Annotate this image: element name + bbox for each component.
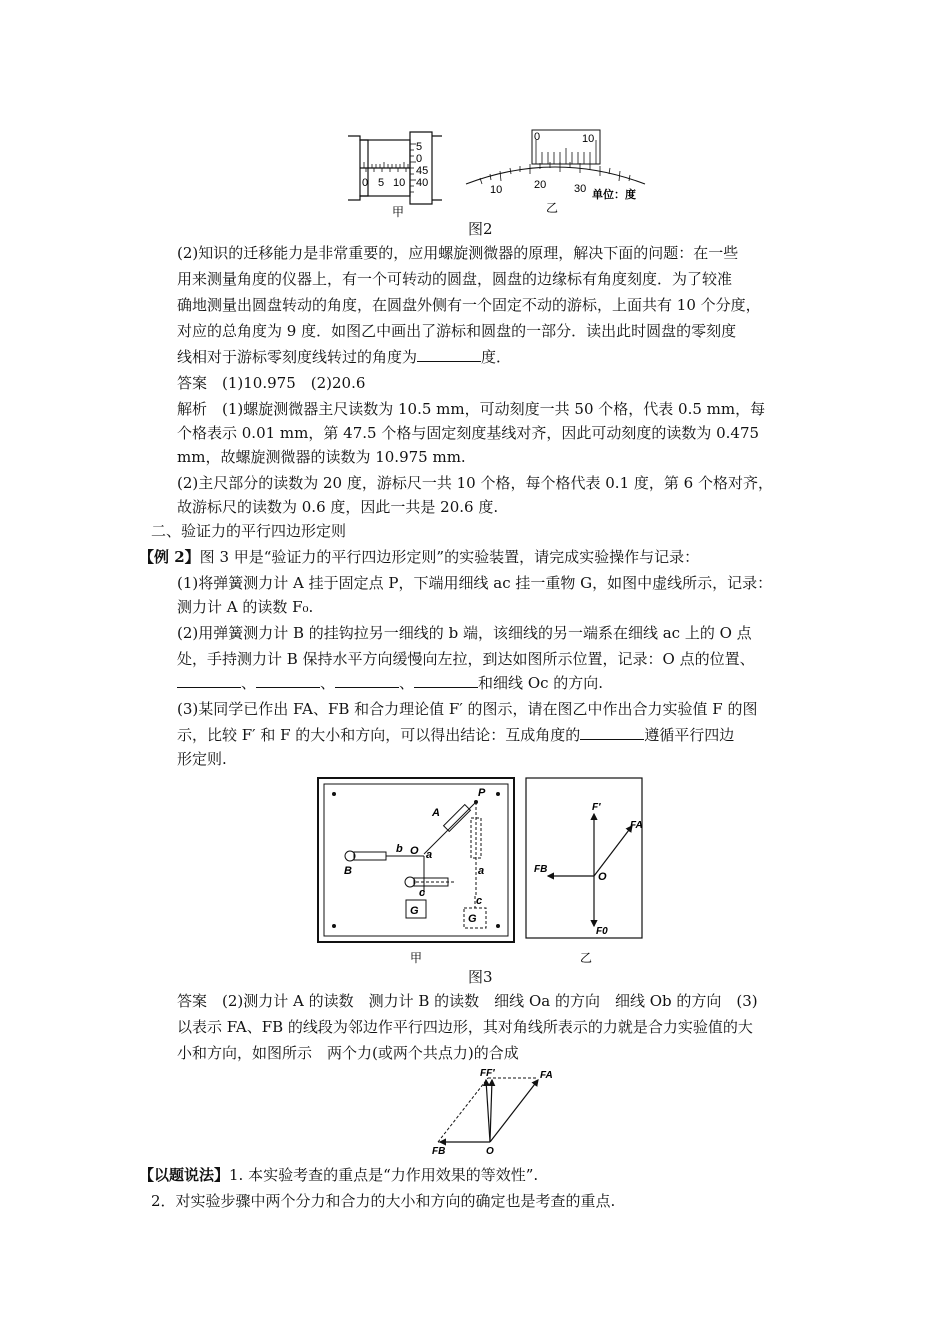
thimble-0: 0 xyxy=(416,153,423,165)
answer-1: 答案 (1)10.975 (2)20.6 xyxy=(177,374,366,392)
fig2-left-label: 甲 xyxy=(392,205,405,218)
blank-1[interactable] xyxy=(177,673,241,688)
label-FB-2: FB xyxy=(432,1146,446,1156)
disc-20: 20 xyxy=(534,179,547,191)
label-G2: G xyxy=(468,913,477,925)
answer2-line-1: 答案 (2)测力计 A 的读数 测力计 B 的读数 细线 Oa 的方向 细线 Ob 的方向 (3) xyxy=(177,992,758,1010)
micrometer-main-5: 5 xyxy=(378,177,385,189)
q2-line-2: 用来测量角度的仪器上，有一个可转动的圆盘，圆盘的边缘标有角度刻度．为了较准 xyxy=(177,270,733,288)
thimble-5: 5 xyxy=(416,141,423,153)
thimble-45: 45 xyxy=(416,165,429,177)
step1-line-1: (1)将弹簧测力计 A 挂于固定点 P，下端用细线 ac 挂一重物 G，如图中虚线所示，记录： xyxy=(177,574,773,592)
analysis-2-line-2: 故游标尺的读数为 0.6 度，因此一共是 20.6 度. xyxy=(177,498,499,516)
label-O-2: O xyxy=(486,1146,494,1156)
answer2-line-3: 小和方向，如图所示 两个力(或两个共点力)的合成 xyxy=(177,1044,519,1062)
label-b: b xyxy=(396,843,403,855)
label-c1: c xyxy=(419,887,426,899)
answer-blank[interactable] xyxy=(417,347,481,362)
step1-line-2: 测力计 A 的读数 F₀. xyxy=(177,598,314,616)
example-tag: 【例 2】 xyxy=(139,548,200,566)
label-a2: a xyxy=(478,865,485,877)
step3-line-2-end: 遵循平行四边 xyxy=(644,726,735,744)
q2-line-5-text: 线相对于游标零刻度线转过的角度为 xyxy=(177,348,418,366)
label-FFprime: FF′ xyxy=(480,1068,495,1079)
step2-line-1: (2)用弹簧测力计 B 的挂钩拉另一细线的 b 端，该细线的另一端系在细线 ac 上的 O 点 xyxy=(177,624,752,642)
thimble-40: 40 xyxy=(416,177,429,189)
label-FA: FA xyxy=(630,820,643,831)
disc-30: 30 xyxy=(574,183,587,195)
blank-2[interactable] xyxy=(256,673,320,688)
q2-line-3: 确地测量出圆盘转动的角度，在圆盘外侧有一个固定不动的游标，上面共有 10 个分度， xyxy=(177,296,761,314)
fig2-caption: 图2 xyxy=(468,220,493,238)
blank-4[interactable] xyxy=(414,673,478,688)
figure-3 xyxy=(316,776,646,966)
fig3-left-label: 甲 xyxy=(410,951,423,965)
step3-line-2 xyxy=(177,724,734,746)
figure-2 xyxy=(340,126,660,218)
disc-10: 10 xyxy=(490,184,503,196)
analysis-1-line-3: mm，故螺旋测微器的读数为 10.975 mm. xyxy=(177,448,466,466)
label-O-right: O xyxy=(598,871,607,883)
q2-line-4: 对应的总角度为 9 度．如图乙中画出了游标和圆盘的一部分．读出此时圆盘的零刻度 xyxy=(177,322,737,340)
micrometer-main-10: 10 xyxy=(393,177,406,189)
label-FB: FB xyxy=(534,864,548,875)
step3-line-1: (3)某同学已作出 FA、FB 和合力理论值 F′ 的图示，请在图乙中作出合力实验值 F 的图 xyxy=(177,700,758,718)
step2-line-3: 、 、 、 和细线 Oc 的方向. xyxy=(177,672,603,694)
q2-line-5 xyxy=(177,346,511,368)
fig3-right-label: 乙 xyxy=(580,951,593,965)
label-a1: a xyxy=(426,849,433,861)
blank-3[interactable] xyxy=(335,673,399,688)
summary-2: 2．对实验步骤中两个分力和合力的大小和方向的确定也是考查的重点. xyxy=(151,1192,616,1210)
label-c2: c xyxy=(476,895,483,907)
section-title: 二、验证力的平行四边形定则 xyxy=(151,522,347,540)
label-A: A xyxy=(432,807,440,819)
label-F0: F0 xyxy=(596,926,608,937)
fig2-right-label: 乙 xyxy=(546,201,559,215)
step3-line-3: 形定则. xyxy=(177,750,227,768)
label-B: B xyxy=(344,865,352,877)
fig3-caption: 图3 xyxy=(468,968,493,986)
micrometer-main-0: 0 xyxy=(362,177,369,189)
answer2-line-2: 以表示 FA、FB 的线段为邻边作平行四边形，其对角线所表示的力就是合力实验值的大 xyxy=(177,1018,753,1036)
summary-1: 1. 本实验考查的重点是“力作用效果的等效性”. xyxy=(229,1166,539,1184)
unit-label: 单位：度 xyxy=(592,189,636,201)
step2-line-3-text: 和细线 Oc 的方向. xyxy=(478,674,604,692)
analysis-1-line-2: 个格表示 0.01 mm，第 47.5 个格与固定刻度基线对齐，因此可动刻度的读数为 0.475 xyxy=(177,424,760,442)
parallelogram-figure xyxy=(428,1064,568,1156)
vernier-disc-diagram xyxy=(466,130,645,184)
summary-tag: 【以题说法】 xyxy=(139,1166,230,1184)
step3-line-2-text: 示，比较 F′ 和 F 的大小和方向，可以得出结论：互成角度的 xyxy=(177,726,581,744)
summary-line-1 xyxy=(139,1164,538,1186)
analysis-2-line-1: (2)主尺部分的读数为 20 度，游标尺一共 10 个格，每个格代表 0.1 度，第 6 个格对齐， xyxy=(177,474,773,492)
label-FA-2: FA xyxy=(540,1070,553,1081)
vernier-10: 10 xyxy=(582,133,595,145)
label-G1: G xyxy=(410,905,419,917)
step2-line-2: 处，手持测力计 B 保持水平方向缓慢向左拉，到达如图所示位置，记录：O 点的位置、 xyxy=(177,650,755,668)
q2-line-1: (2)知识的迁移能力是非常重要的，应用螺旋测微器的原理，解决下面的问题：在一些 xyxy=(177,244,739,262)
label-O: O xyxy=(410,845,419,857)
example-2 xyxy=(139,546,699,568)
q2-line-5-end: 度． xyxy=(481,348,512,366)
example-intro: 图 3 甲是“验证力的平行四边形定则”的实验装置，请完成实验操作与记录： xyxy=(199,548,700,566)
blank-5[interactable] xyxy=(580,725,644,740)
vernier-0: 0 xyxy=(534,131,541,143)
label-P: P xyxy=(478,787,486,799)
label-Fprime: F′ xyxy=(592,802,601,813)
analysis-1-line-1: 解析 (1)螺旋测微器主尺读数为 10.5 mm，可动刻度一共 50 个格，代表 0.5 mm，每 xyxy=(177,400,766,418)
